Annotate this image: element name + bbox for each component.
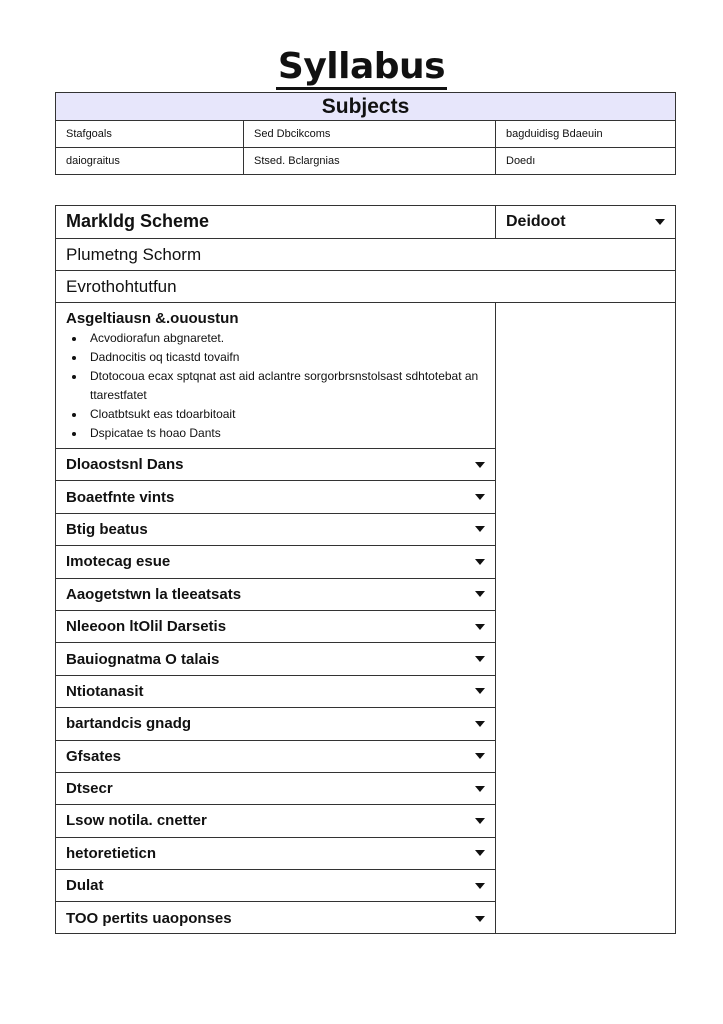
planning-row: Plumetng Schorm [56,239,675,271]
assessment-title: Asgeltiausn &.ououstun [66,310,239,327]
list-item: • Cloatbtsukt eas tdoarbitoait [86,405,485,424]
page-title-text: Syllabus [276,47,447,90]
scheme-item-label: Dulat [66,877,104,895]
scheme-item-dropdown[interactable] [56,611,495,643]
table-cell: Sed Dbcikcoms [244,121,496,147]
chevron-down-icon [475,883,485,889]
scheme-detail-column [496,303,675,934]
chevron-down-icon [475,721,485,727]
scheme-item-label: Gfsates [66,747,122,765]
scheme-selector-dropdown[interactable] [496,206,675,238]
scheme-item-dropdown[interactable] [56,805,495,837]
page-title [0,42,723,92]
scheme-item-label: Dloaostsnl Dans [66,456,184,474]
scheme-item-dropdown[interactable] [56,449,495,481]
chevron-down-icon [475,916,485,922]
scheme-items-column [56,303,496,934]
scheme-item-dropdown[interactable] [56,838,495,870]
marking-scheme-title: Markldg Scheme [56,206,496,238]
scheme-item-label: Nleeoon ltOlil Darsetis [66,618,227,636]
chevron-down-icon [655,219,665,225]
chevron-down-icon [475,462,485,468]
scheme-item-dropdown[interactable] [56,546,495,578]
chevron-down-icon [475,786,485,792]
chevron-down-icon [475,624,485,630]
scheme-item-dropdown[interactable] [56,514,495,546]
list-item: • Dspicatae ts hoao Dants [86,424,485,443]
table-row [56,121,675,148]
marking-scheme-panel [55,205,676,934]
list-item: • Dadnocitis oq ticastd tovaifn [86,348,485,367]
table-cell: Stsed. Bclargnias [244,148,496,174]
scheme-item-dropdown[interactable] [56,676,495,708]
scheme-item-label: Lsow notila. cnetter [66,812,207,830]
chevron-down-icon [475,591,485,597]
scheme-item-label: bartandcis gnadg [66,715,192,733]
table-cell: daiograitus [56,148,244,174]
scheme-item-dropdown[interactable] [56,481,495,513]
marking-scheme-header [56,206,675,239]
evaluation-row: Evrothohtutfun [56,271,675,303]
table-cell: Doedı [506,155,536,167]
chevron-down-icon [475,753,485,759]
scheme-item-label: Btig beatus [66,520,148,538]
scheme-item-dropdown[interactable] [56,741,495,773]
scheme-item-label: TOO pertits uaoponses [66,910,232,928]
scheme-item-label: Bauiognatma O talais [66,650,220,668]
scheme-body [56,303,675,934]
subjects-table [55,92,676,175]
scheme-item-label: Dtsecr [66,780,113,798]
table-cell: bagduidisg Bdaeuin [506,128,603,140]
chevron-down-icon [475,818,485,824]
chevron-down-icon [475,688,485,694]
table-cell: Stafgoals [56,121,244,147]
scheme-item-label: Aaogetstwn la tleeatsats [66,585,242,603]
scheme-item-label: Ntiotanasit [66,682,144,700]
chevron-down-icon [475,559,485,565]
scheme-item-dropdown[interactable] [56,708,495,740]
scheme-item-label: hetoretieticn [66,844,157,862]
list-item: • Acvodiorafun abgnaretet. [86,329,485,348]
subjects-heading: Subjects [56,93,675,121]
scheme-item-label: Imotecag esue [66,553,171,571]
chevron-down-icon [475,656,485,662]
scheme-item-label: Boaetfnte vints [66,488,175,506]
table-row [56,148,675,174]
chevron-down-icon [475,526,485,532]
list-item: • Dtotocoua ecax sptqnat ast aid aclantre sorgorbrsnstolsast sdhtotebat an ttarestfatet [86,367,485,405]
scheme-item-dropdown[interactable] [56,902,495,934]
scheme-item-dropdown[interactable] [56,579,495,611]
chevron-down-icon [475,494,485,500]
assessment-section [56,303,495,449]
scheme-item-dropdown[interactable] [56,773,495,805]
scheme-item-dropdown[interactable] [56,643,495,675]
assessment-list [66,329,485,443]
chevron-down-icon [475,850,485,856]
scheme-item-dropdown[interactable] [56,870,495,902]
scheme-selector-value: Deidoot [506,213,566,230]
